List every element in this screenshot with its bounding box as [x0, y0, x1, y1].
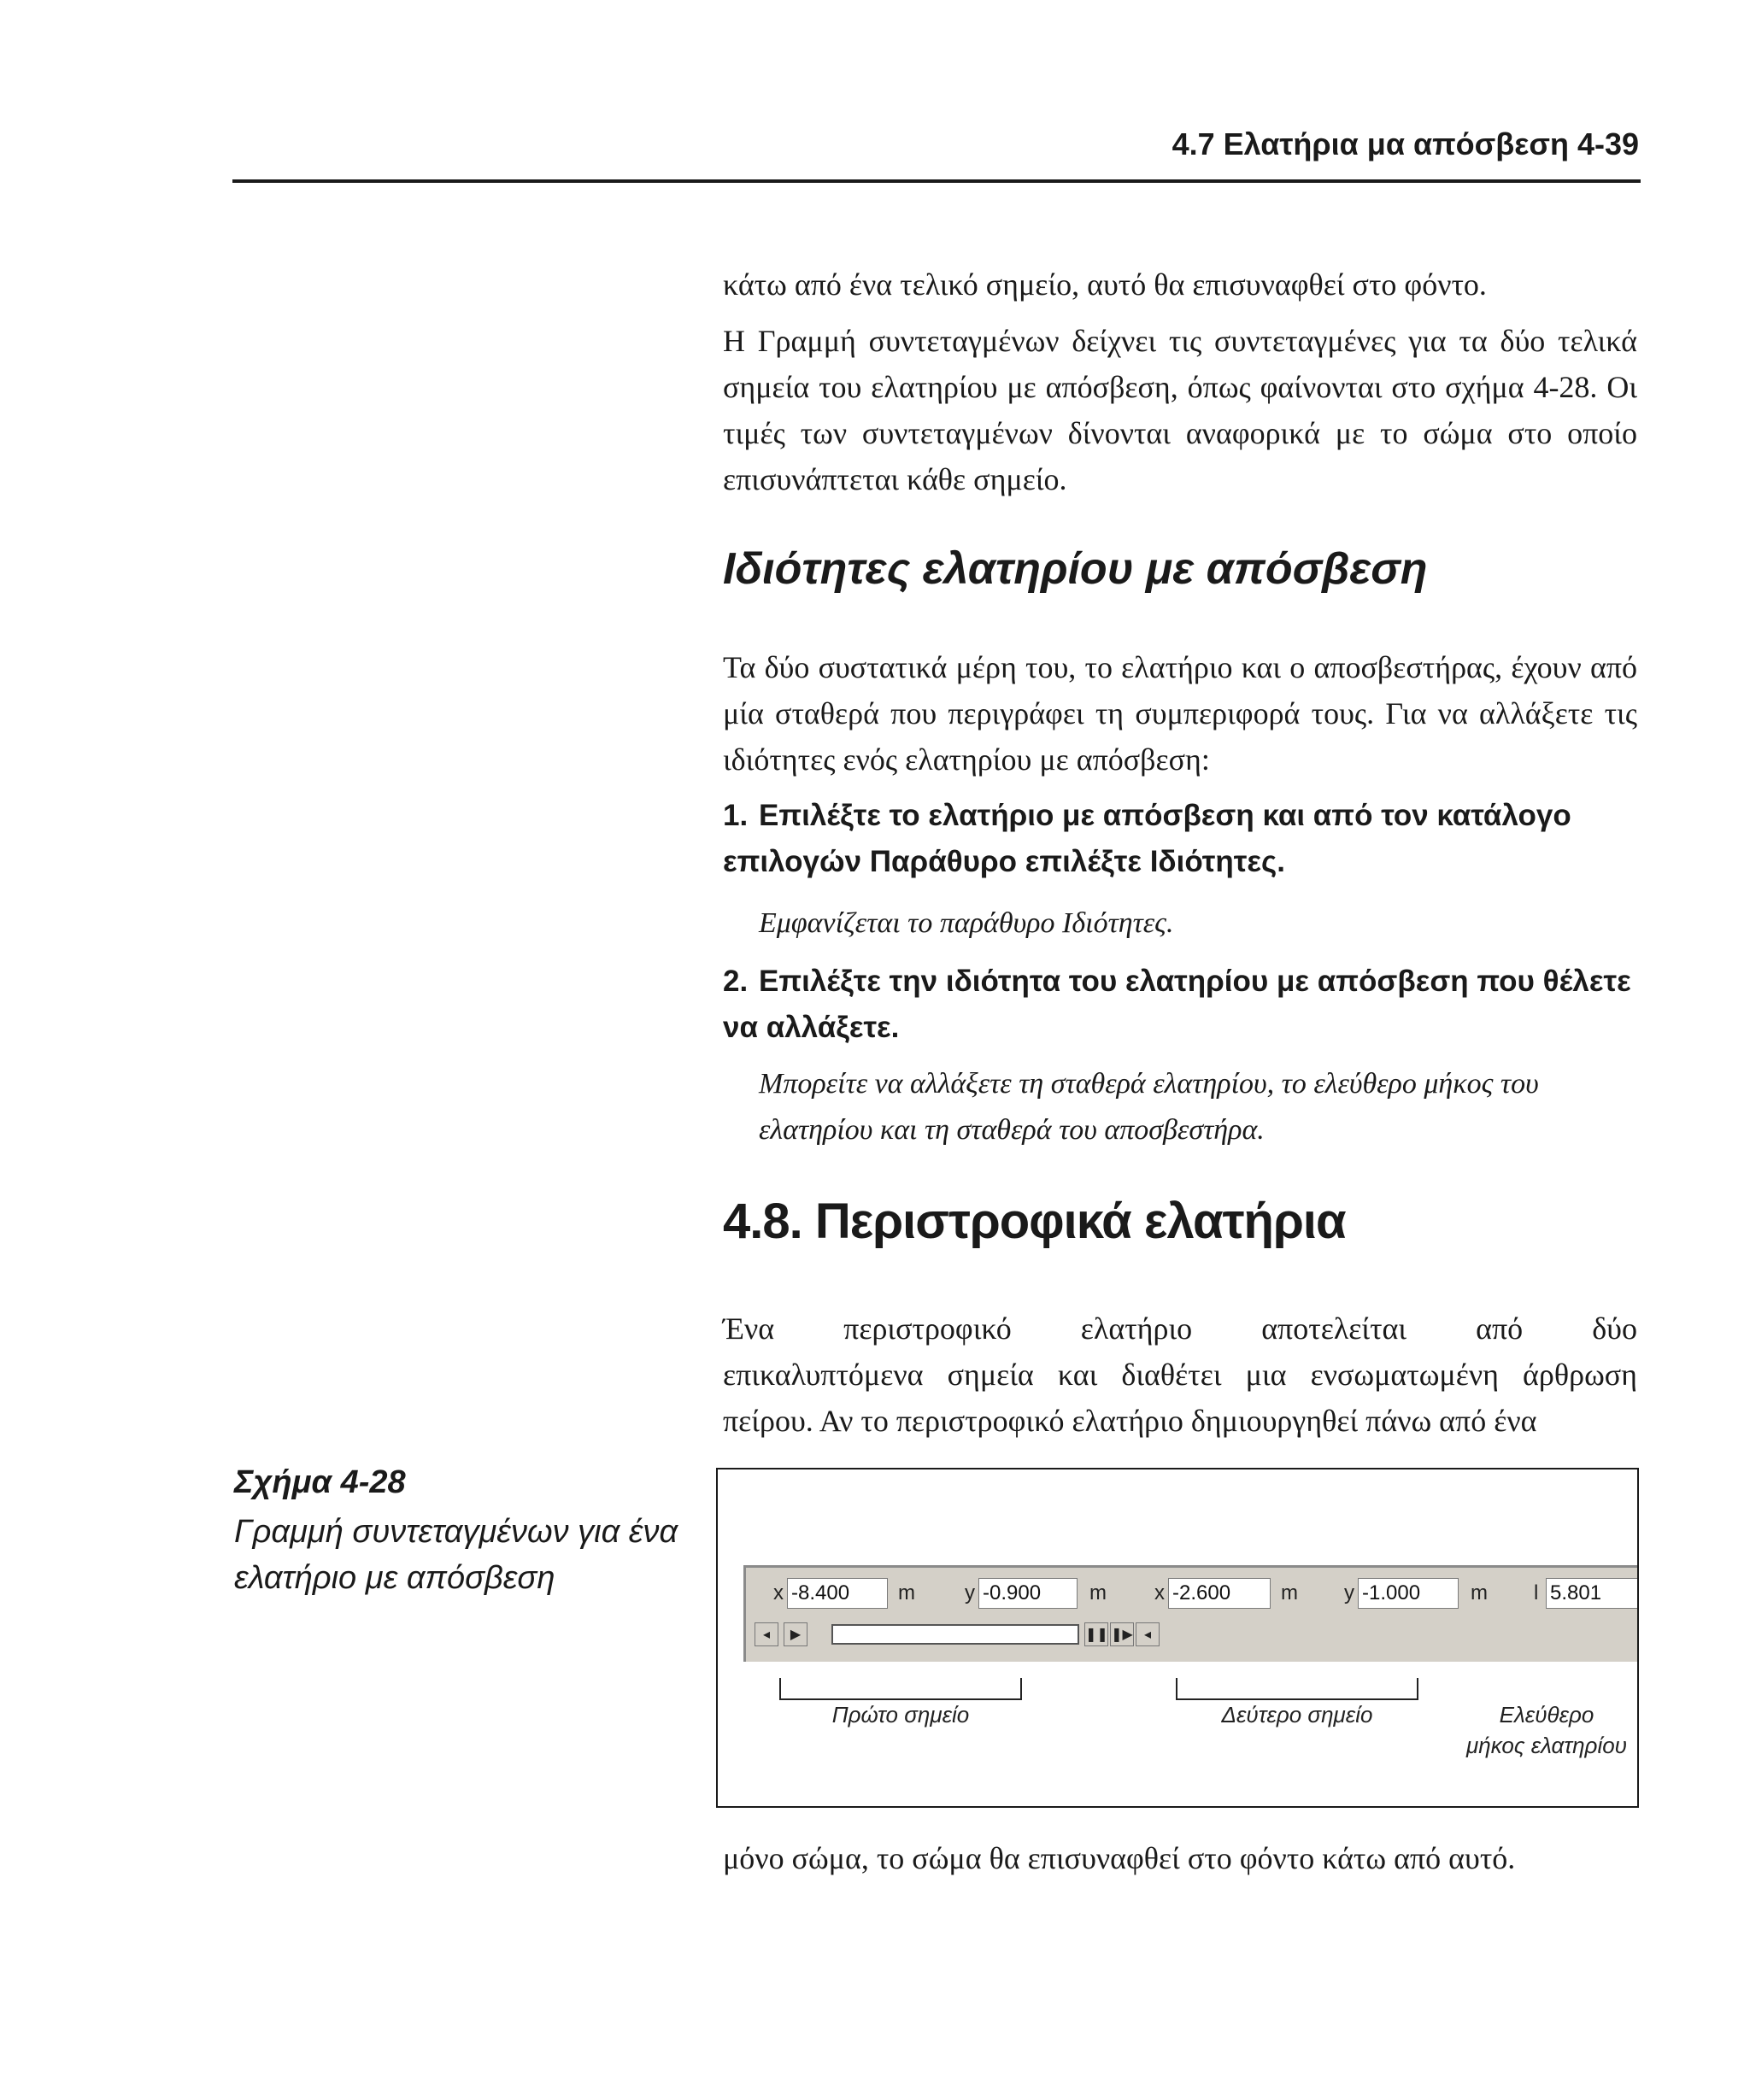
free-length-label-1: Ελεύθερο: [1499, 1702, 1594, 1728]
y2-label: y: [1344, 1581, 1354, 1604]
y2-field[interactable]: -1.000: [1358, 1578, 1459, 1609]
step-note: Εμφανίζεται το παράθυρο Ιδιότητες.: [759, 907, 1174, 939]
paragraph-5-wrap: [723, 1835, 1637, 1881]
paragraph-2-wrap: [723, 318, 1637, 502]
x1-label: x: [773, 1581, 784, 1604]
body-column-top: [723, 261, 1637, 308]
heading-2-wrap: [723, 1193, 1637, 1250]
x1-field[interactable]: -8.400: [787, 1578, 888, 1609]
coordinate-bar-figure: [716, 1468, 1639, 1808]
paragraph-5: μόνο σώμα, το σώμα θα επισυναφθεί στο φόντο κάτω από αυτό.: [723, 1841, 1516, 1875]
pause-icon[interactable]: ❚❚: [1084, 1622, 1108, 1646]
subsection-heading: Ιδιότητες ελατηρίου με απόσβεση: [723, 544, 1428, 594]
paragraph-3: Τα δύο συστατικά μέρη του, το ελατήριο και ο αποσβεστήρας, έχουν από μία σταθερά που περιγράφει τη συμπεριφορά τους. Για να αλλάξετε τις ιδιότητες ενός ελατηρίου με απόσβεση:: [723, 650, 1637, 777]
running-header: 4.7 Ελατήρια μα απόσβεση 4-39: [1172, 126, 1639, 161]
paragraph-2: Η Γραμμή συντεταγμένων δείχνει τις συντεταγμένες για τα δύο τελικά σημεία του ελατηρίου με απόσβεση, όπως φαίνονται στο σχήμα 4-28. Οι τιμές των συντεταγμένων δίνονται αναφορικά με το σώμα στο οποίο επισυνάπτεται κάθε σημείο.: [723, 324, 1637, 496]
paragraph-3-wrap: [723, 644, 1637, 783]
x2-label: x: [1154, 1581, 1165, 1604]
paragraph-4-wrap: [723, 1305, 1637, 1444]
play-icon[interactable]: ▶: [784, 1622, 807, 1646]
heading-1-wrap: [723, 543, 1637, 595]
scroll-controls: [755, 1622, 1173, 1648]
x2-field[interactable]: -2.600: [1168, 1578, 1271, 1609]
length-field[interactable]: 5.801: [1546, 1578, 1639, 1609]
step-forward-icon[interactable]: ❚▶: [1110, 1622, 1134, 1646]
y1-field[interactable]: -0.900: [978, 1578, 1078, 1609]
paragraph-4-line-1: Ένα περιστροφικό ελατήριο αποτελείται από δύο: [723, 1311, 1637, 1346]
step-number: 2.: [723, 965, 749, 998]
header-rule: [232, 179, 1641, 183]
free-length-label-2: μήκος ελατηρίου: [1466, 1733, 1627, 1758]
step-text: Επιλέξτε την ιδιότητα του ελατηρίου με απόσβεση που θέλετε να αλλάξετε.: [723, 965, 1631, 1044]
scroll-left-icon[interactable]: ◂: [755, 1622, 778, 1646]
figure-caption-title: Σχήμα 4-28: [234, 1464, 406, 1500]
step-text: Επιλέξτε το ελατήριο με απόσβεση και από τον κατάλογο επιλογών Παράθυρο επιλέξτε Ιδιότητες.: [723, 799, 1571, 878]
scroll-left-small-icon[interactable]: ◂: [1136, 1622, 1160, 1646]
x1-unit: m: [898, 1581, 915, 1604]
y1-label: y: [965, 1581, 975, 1604]
step-number: 1.: [723, 799, 749, 832]
paragraph-1: κάτω από ένα τελικό σημείο, αυτό θα επισυναφθεί στο φόντο.: [723, 267, 1487, 302]
length-label: l: [1534, 1581, 1539, 1604]
paragraph-4-rest: επικαλυπτόμενα σημεία και διαθέτει μια ενσωματωμένη άρθρωση πείρου. Αν το περιστροφικό ελατήριο δημιουργηθεί πάνω από ένα: [723, 1358, 1637, 1438]
step-1: [723, 793, 1637, 885]
section-heading: 4.8. Περιστροφικά ελατήρια: [723, 1194, 1346, 1249]
first-point-bracket: [779, 1678, 1022, 1700]
y1-unit: m: [1089, 1581, 1107, 1604]
x2-unit: m: [1281, 1581, 1298, 1604]
second-point-bracket: [1176, 1678, 1418, 1700]
figure-caption-text: Γραμμή συντεταγμένων για ένα ελατήριο με απόσβεση: [234, 1514, 678, 1596]
step-1-note-wrap: [723, 900, 1637, 947]
y2-unit: m: [1471, 1581, 1488, 1604]
scroll-track[interactable]: [831, 1624, 1079, 1645]
step-2: [723, 959, 1637, 1051]
second-point-label: Δεύτερο σημείο: [1221, 1702, 1373, 1728]
coordinate-bar: [743, 1565, 1639, 1662]
first-point-label: Πρώτο σημείο: [831, 1702, 970, 1728]
step-2-note-wrap: [723, 1061, 1637, 1153]
step-note: Μπορείτε να αλλάξετε τη σταθερά ελατηρίου, το ελεύθερο μήκος του ελατηρίου και τη σταθερά του αποσβεστήρα.: [759, 1068, 1539, 1146]
